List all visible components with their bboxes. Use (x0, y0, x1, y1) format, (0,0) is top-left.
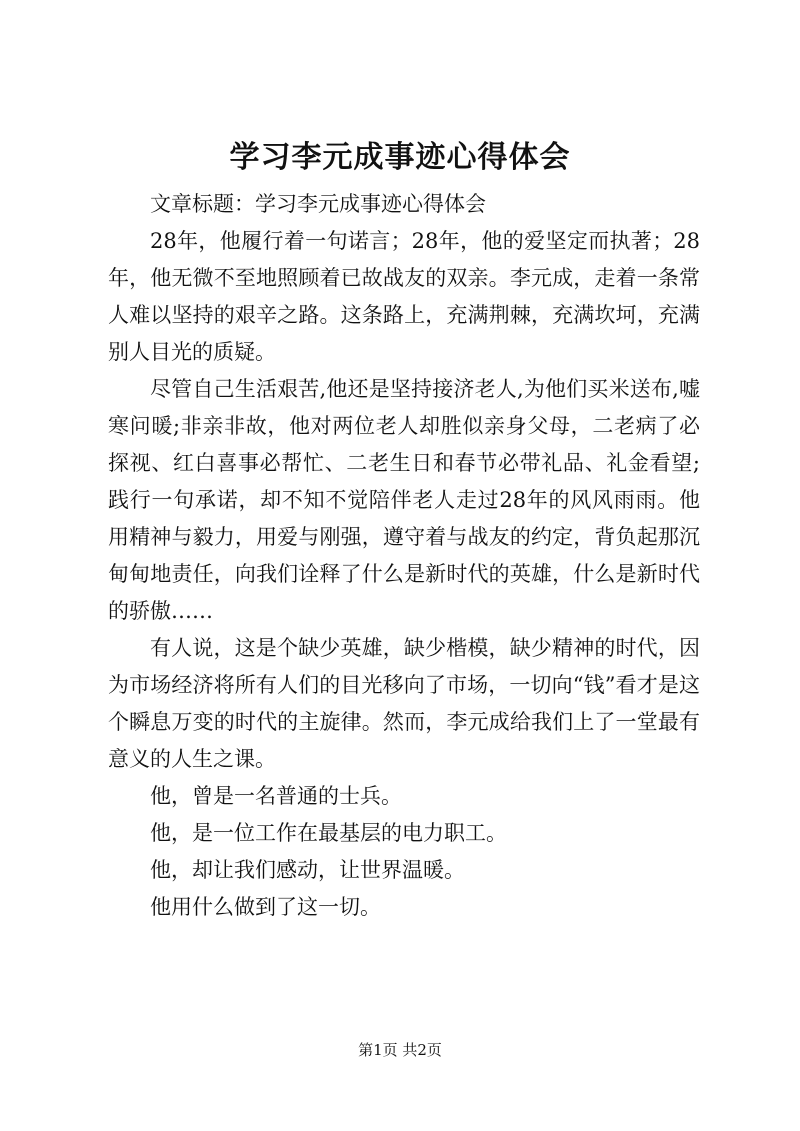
paragraph-era: 有人说，这是个缺少英雄，缺少楷模，缺少精神的时代，因为市场经济将所有人们的目光移向了市场，一切向“钱”看才是这个瞬息万变的时代的主旋律。然而，李元成给我们上了一堂最有意义的人生之课。 (108, 636, 700, 771)
paragraph-article-title: 文章标题：学习李元成事迹心得体会 (150, 192, 486, 216)
document-title: 学习李元成事迹心得体会 (229, 140, 571, 175)
paragraph-soldier: 他，曾是一名普通的士兵。 (150, 784, 402, 808)
paragraph-worker: 他，是一位工作在最基层的电力职工。 (150, 821, 507, 845)
paragraph-promise: 28年，他履行着一句诺言；28年，他的爱坚定而执著；28年，他无微不至地照顾着已故战友的双亲。李元成，走着一条常人难以坚持的艰辛之路。这条路上，充满荆棘，充满坎坷，充满别人目光的质疑。 (108, 229, 700, 364)
page-number-footer: 第1页 共2页 (358, 1041, 442, 1059)
paragraph-care: 尽管自己生活艰苦,他还是坚持接济老人,为他们买米送布,嘘寒问暖;非亲非故，他对两位老人却胜似亲身父母，二老病了必探视、红白喜事必帮忙、二老生日和春节必带礼品、礼金看望;践行一句承诺，却不知不觉陪伴老人走过28年的风风雨雨。他用精神与毅力，用爱与刚强，遵守着与战友的约定，背负起那沉甸甸地责任，向我们诠释了什么是新时代的英雄，什么是新时代的骄傲…… (108, 377, 700, 623)
paragraph-question: 他用什么做到了这一切。 (150, 895, 381, 919)
paragraph-moved: 他，却让我们感动，让世界温暖。 (150, 858, 465, 882)
document-body (108, 186, 700, 926)
